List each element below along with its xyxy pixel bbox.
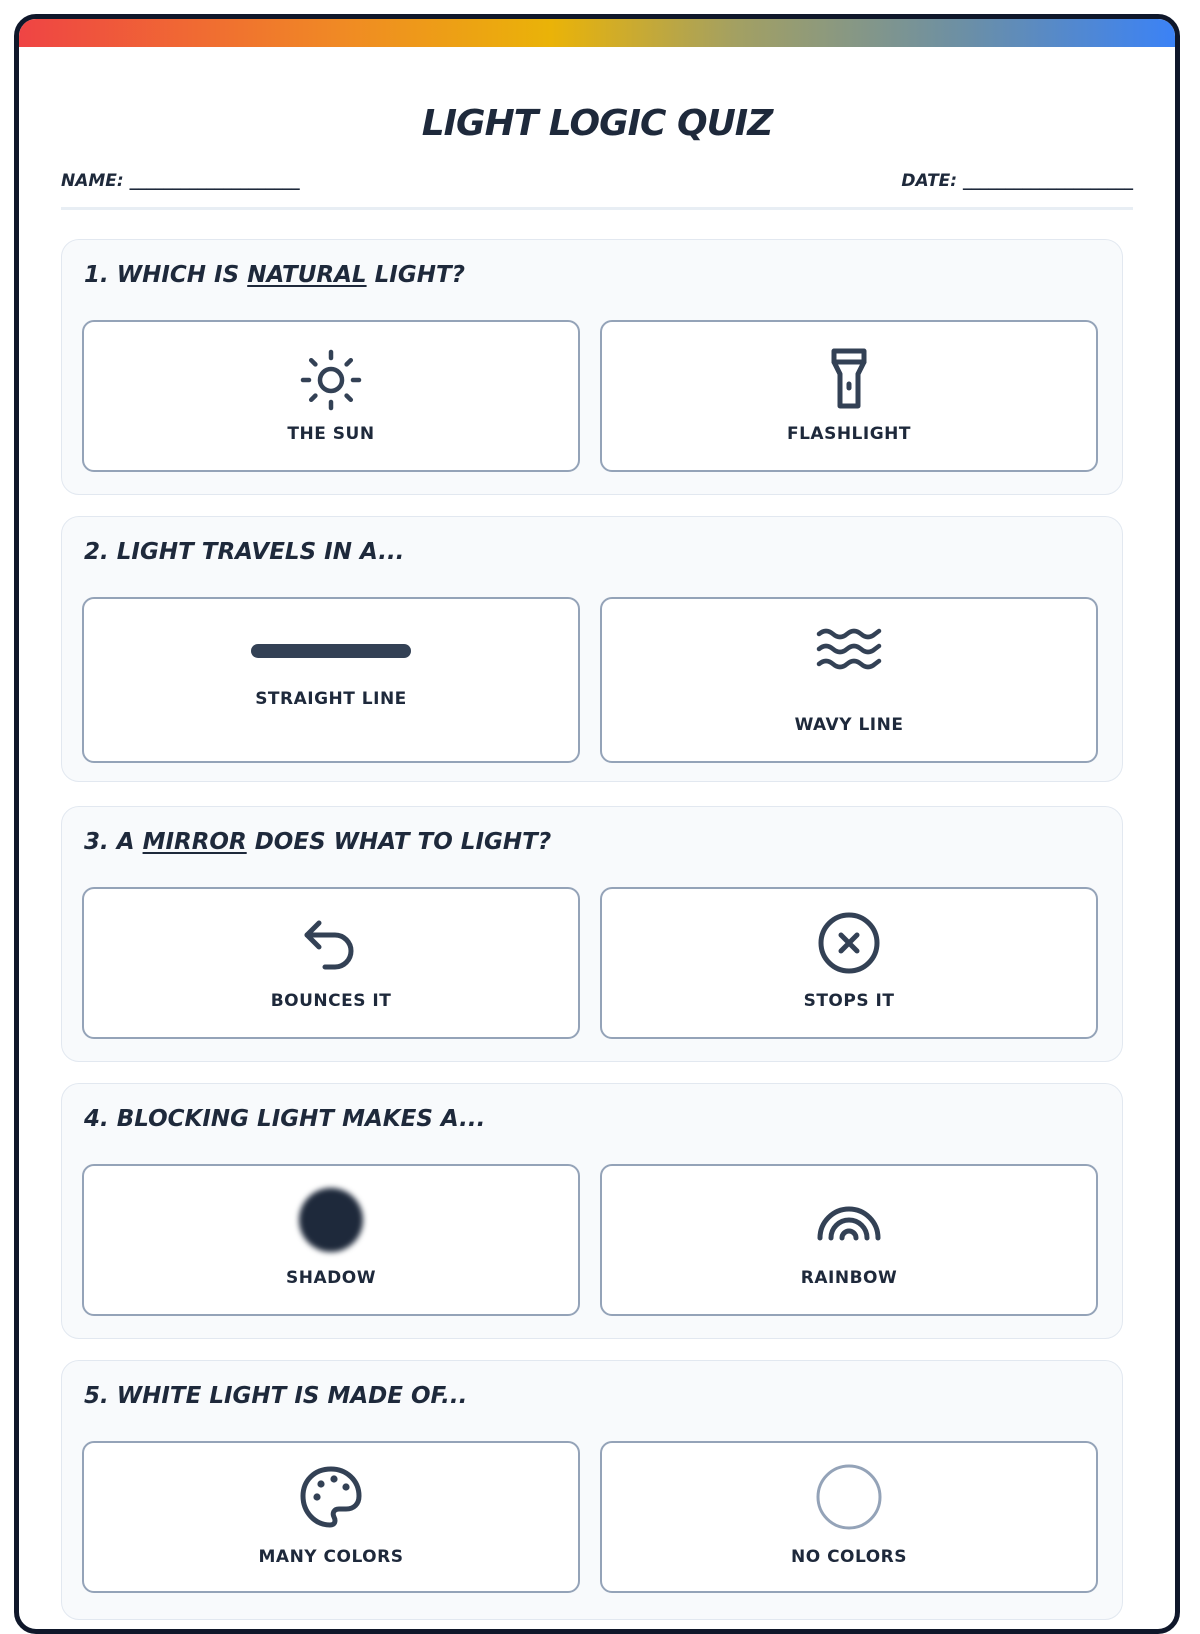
option-straight-line[interactable] — [82, 597, 580, 763]
option-label: NO COLORS — [790, 1547, 908, 1567]
option-label: WAVY LINE — [794, 715, 904, 735]
option-rainbow[interactable] — [600, 1164, 1098, 1316]
option-label: MANY COLORS — [258, 1547, 404, 1567]
straight-line-icon — [250, 643, 412, 659]
question-card-3 — [61, 806, 1123, 1062]
question-text-1: 1. WHICH IS NATURAL LIGHT? — [84, 262, 465, 288]
option-stops-it[interactable] — [600, 887, 1098, 1039]
option-label: THE SUN — [287, 424, 375, 444]
option-the-sun[interactable] — [82, 320, 580, 472]
option-bounces-it[interactable] — [82, 887, 580, 1039]
option-wavy-line[interactable] — [600, 597, 1098, 763]
option-label: BOUNCES IT — [270, 991, 392, 1011]
option-flashlight[interactable] — [600, 320, 1098, 472]
option-label: SHADOW — [286, 1268, 376, 1288]
option-shadow[interactable] — [82, 1164, 580, 1316]
date-field[interactable]: DATE: ____________________ — [901, 171, 1133, 191]
rainbow-icon — [816, 1202, 882, 1242]
question-text-2: 2. LIGHT TRAVELS IN A... — [84, 539, 405, 565]
x-circle-icon — [817, 911, 881, 975]
question-emphasis-3: MIRROR — [142, 829, 247, 855]
option-label: FLASHLIGHT — [786, 424, 911, 444]
quiz-sheet — [14, 14, 1180, 1634]
option-label: STOPS IT — [803, 991, 895, 1011]
header-divider — [61, 207, 1133, 210]
wavy-lines-icon — [816, 625, 882, 675]
return-arrow-icon — [299, 915, 363, 979]
question-card-5 — [61, 1360, 1123, 1620]
question-card-1 — [61, 239, 1123, 495]
question-text-4: 4. BLOCKING LIGHT MAKES A... — [84, 1106, 486, 1132]
option-no-colors[interactable] — [600, 1441, 1098, 1593]
shadow-blob-icon — [299, 1188, 363, 1252]
rainbow-header-bar — [19, 19, 1175, 47]
question-card-4 — [61, 1083, 1123, 1339]
question-text-5: 5. WHITE LIGHT IS MADE OF... — [84, 1383, 468, 1409]
question-text-3: 3. A MIRROR DOES WHAT TO LIGHT? — [84, 829, 552, 855]
palette-icon — [299, 1465, 363, 1529]
flashlight-icon — [817, 346, 881, 412]
sun-icon — [299, 348, 363, 412]
name-date-row — [61, 171, 1133, 193]
option-many-colors[interactable] — [82, 1441, 580, 1593]
empty-circle-icon — [815, 1463, 883, 1531]
page-title: LIGHT LOGIC QUIZ — [421, 103, 773, 144]
option-label: STRAIGHT LINE — [255, 689, 407, 709]
question-emphasis-1: NATURAL — [247, 262, 367, 288]
option-label: RAINBOW — [800, 1268, 898, 1288]
question-card-2 — [61, 516, 1123, 782]
name-field[interactable]: NAME: ____________________ — [61, 171, 300, 191]
